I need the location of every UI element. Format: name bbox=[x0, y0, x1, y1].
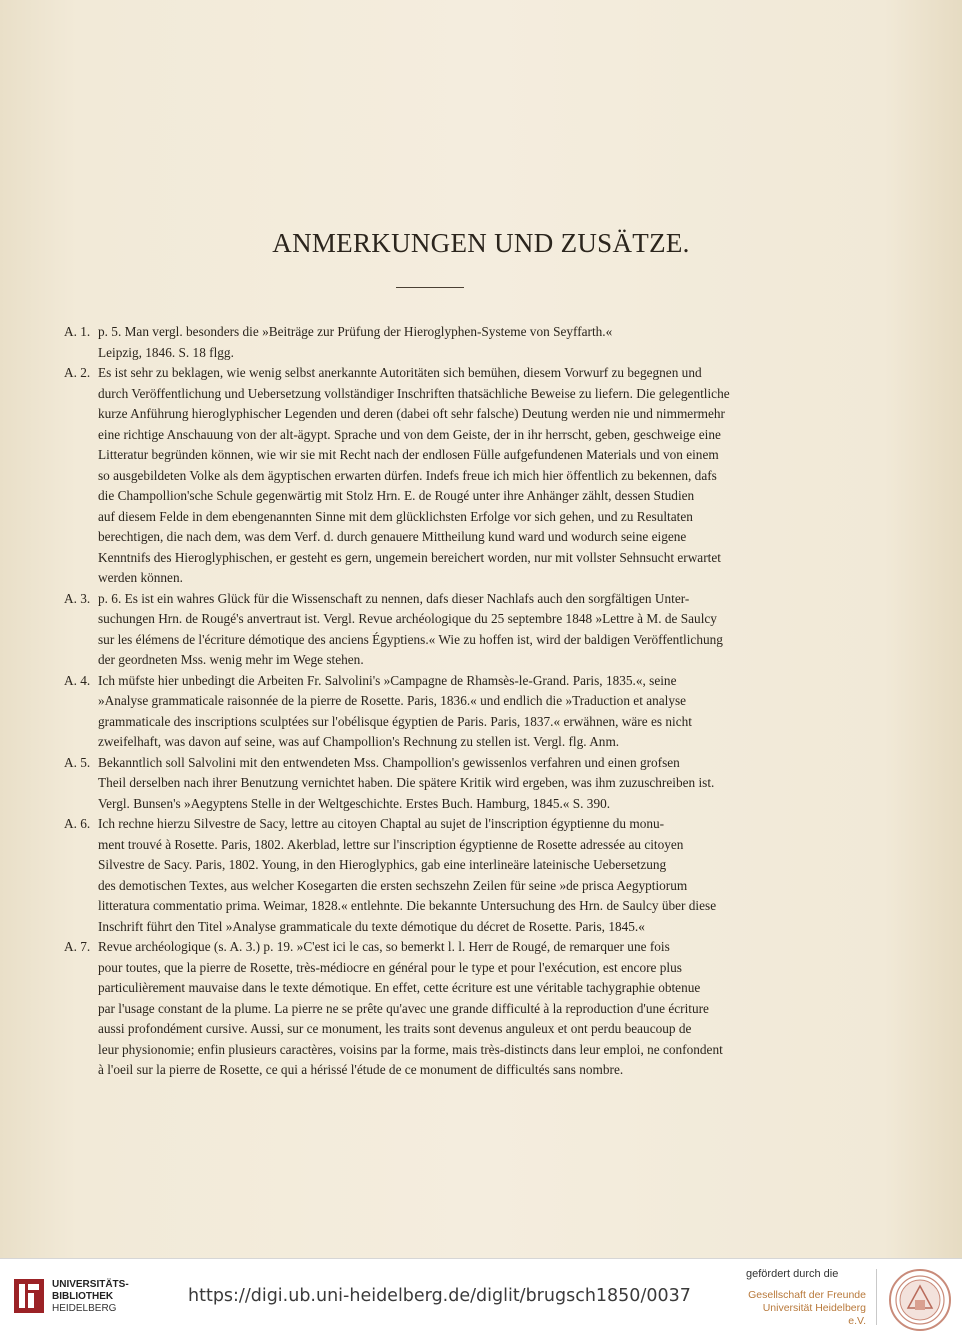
note-line: pour toutes, que la pierre de Rosette, très-médiocre en général pour le type et pour l'exécution, est encore plus bbox=[98, 959, 682, 975]
note-item bbox=[64, 937, 784, 1081]
society-name-line1: Gesellschaft der Freunde bbox=[748, 1289, 866, 1301]
note-line: Kenntnifs des Hieroglyphischen, er gesteht es gern, ungemein bereichert worden, nur mit vollster Sehnsucht erwartet bbox=[98, 549, 721, 565]
note-line: particulièrement mauvaise dans le texte démotique. En effet, cette écriture est une véritable tachygraphie obtenue bbox=[98, 980, 701, 995]
note-line: par l'usage constant de la plume. La pierre ne se prête qu'avec une grande difficulté à la reproduction d'une écriture bbox=[98, 1000, 709, 1016]
note-line: ment trouvé à Rosette. Paris, 1802. Akerblad, lettre sur l'inscription égyptienne de Rosette adressée au citoyen bbox=[98, 836, 684, 852]
footer-bar bbox=[0, 1258, 962, 1334]
footer-divider bbox=[876, 1269, 877, 1325]
note-line: Es ist sehr zu beklagen, wie wenig selbst anerkannte Autoritäten sich bemühen, diesem Vorwurf zu begegnen und bbox=[98, 365, 702, 380]
library-name-line2: BIBLIOTHEK bbox=[52, 1291, 114, 1302]
note-item bbox=[64, 322, 784, 363]
society-name-line2: Universität Heidelberg e.V. bbox=[762, 1302, 866, 1327]
note-line: grammaticale des inscriptions sculptées sur l'obélisque égyptien de Paris. Paris, 1837.« erwähnen, wäre es nicht bbox=[98, 713, 692, 729]
note-line: Theil derselben nach ihrer Benutzung vernichtet haben. Die spätere Kritik wird ergeben, was ihm zuzuschreiben ist. bbox=[98, 775, 715, 790]
page-title: ANMERKUNGEN UND ZUSÄTZE. bbox=[272, 228, 690, 258]
note-item bbox=[64, 589, 784, 671]
note-line: Litteratur begründen können, wie wir sie mit Recht nach der endlosen Fülle aufgefundenen Materials und von einem bbox=[98, 447, 719, 462]
note-item bbox=[64, 814, 784, 937]
note-line: der geordneten Mss. wenig mehr im Wege stehen. bbox=[98, 652, 364, 667]
note-label: A. 3. bbox=[64, 590, 91, 606]
note-label: A. 2. bbox=[64, 365, 91, 380]
note-line: werden können. bbox=[98, 570, 183, 585]
note-label: A. 7. bbox=[64, 939, 91, 954]
note-line: Leipzig, 1846. S. 18 flgg. bbox=[98, 344, 234, 360]
note-line: Revue archéologique (s. A. 3.) p. 19. »C'est ici le cas, so bemerkt l. l. Herr de Rougé, de remarquer une fois bbox=[98, 939, 670, 954]
note-line: »Analyse grammaticale raisonnée de la pierre de Rosette. Paris, 1836.« und endlich die »Traduction et analyse bbox=[98, 693, 687, 708]
note-line: eine richtige Anschauung von der alt-ägypt. Sprache und von dem Geiste, der in ihr herrscht, geben, geschweige eine bbox=[98, 426, 721, 442]
note-line: p. 5. Man vergl. besonders die »Beiträge zur Prüfung der Hieroglyphen-Systeme von Seyffarth.« bbox=[98, 324, 613, 339]
note-line: Silvestre de Sacy. Paris, 1802. Young, in den Hieroglyphics, gab eine interlineäre lateinische Uebersetzung bbox=[98, 857, 667, 872]
note-label: A. 5. bbox=[64, 754, 91, 770]
note-line: Vergl. Bunsen's »Aegyptens Stelle in der Weltgeschichte. Erstes Buch. Hamburg, 1845.« S. 390. bbox=[98, 795, 611, 811]
note-line: berechtigen, die nach dem, was dem Verf. d. durch genauere Mittheilung kund ward und wodurch seine eigene bbox=[98, 529, 687, 544]
title-rule bbox=[396, 287, 464, 288]
page-url-link[interactable]: https://digi.ub.uni-heidelberg.de/diglit/brugsch1850/0037 bbox=[188, 1286, 691, 1306]
note-line: Inschrift führt den Titel »Analyse grammaticale du texte démotique du décret de Rosette. Paris, 1845.« bbox=[98, 918, 645, 934]
note-line: die Champollion'sche Schule gegenwärtig mit Stolz Hrn. E. de Rougé unter ihre Anhänger zählt, dessen Studien bbox=[98, 488, 695, 503]
note-line: durch Veröffentlichung und Uebersetzung vollständiger Inschriften thatsächliche Beweise zu liefern. Die gelegentliche bbox=[98, 385, 730, 401]
note-label: A. 1. bbox=[64, 324, 91, 339]
note-item bbox=[64, 363, 784, 589]
note-line: auf diesem Felde in dem ebengenannten Sinne mit dem glücklichsten Erfolge vor sich gehen, und zu Resultaten bbox=[98, 508, 693, 524]
note-line: kurze Anführung hieroglyphischer Legenden und deren (dabei oft sehr falsche) Deutung werden nie und nimmermehr bbox=[98, 406, 725, 421]
note-label: A. 6. bbox=[64, 816, 91, 831]
library-name-line3: HEIDELBERG bbox=[52, 1303, 117, 1314]
note-line: so ausgebildeten Volke als dem ägyptischen erwarten dürfen. Indefs freue ich mich hier öffentlich zu bekennen, dafs bbox=[98, 467, 717, 483]
note-line: des demotischen Textes, aus welcher Kosegarten die ersten sechszehn Zeilen für seine »de prisca Aegyptiorum bbox=[98, 877, 688, 893]
note-item bbox=[64, 753, 784, 815]
university-seal-icon[interactable] bbox=[888, 1268, 952, 1332]
notes-list bbox=[64, 322, 784, 1081]
note-line: Bekanntlich soll Salvolini mit den entwendeten Mss. Champollion's gewissenlos verfahren und einen grofsen bbox=[98, 754, 680, 770]
note-item bbox=[64, 671, 784, 753]
note-line: sur les élémens de l'écriture démotique des anciens Égyptiens.« Wie zu hoffen ist, wird der baldigen Veröffentlichung bbox=[98, 631, 723, 647]
note-line: suchungen Hrn. de Rougé's anvertraut ist. Vergl. Revue archéologique du 25 septembre 1848 »Lettre à M. de Saulcy bbox=[98, 611, 717, 626]
note-line: aussi profondément cursive. Aussi, sur ce monument, les traits sont devenus anguleux et ont perdu beaucoup de bbox=[98, 1021, 692, 1036]
society-name[interactable] bbox=[748, 1289, 866, 1328]
note-line: à l'oeil sur la pierre de Rosette, ce qui a hérissé l'étude de ce monument de difficultés sans nombre. bbox=[98, 1062, 624, 1077]
note-line: litteratura commentatio prima. Weimar, 1828.« entlehnte. Die bekannte Untersuchung des Hrn. de Saulcy über diese bbox=[98, 898, 717, 913]
library-logo-icon[interactable] bbox=[14, 1279, 44, 1313]
note-line: Ich müfste hier unbedingt die Arbeiten Fr. Salvolini's »Campagne de Rhamsès-le-Grand. Paris, 1835.«, seine bbox=[98, 672, 677, 688]
note-line: leur physionomie; enfin plusieurs caractères, voisins par la forme, mais très-distincts dans leur emploi, ne confondent bbox=[98, 1041, 723, 1057]
note-label: A. 4. bbox=[64, 672, 91, 688]
note-line: Ich rechne hierzu Silvestre de Sacy, lettre au citoyen Chaptal au sujet de l'inscription égyptienne du monu- bbox=[98, 816, 665, 831]
note-line: p. 6. Es ist ein wahres Glück für die Wissenschaft zu nennen, dafs dieser Nachlafs auch den sorgfältigen Unter- bbox=[98, 590, 690, 606]
library-name[interactable] bbox=[52, 1279, 129, 1315]
funded-by-label: gefördert durch die bbox=[746, 1268, 839, 1280]
note-line: zweifelhaft, was davon auf seine, was auf Champollion's Rechnung zu stellen ist. Vergl. flg. Anm. bbox=[98, 734, 620, 749]
library-name-line1: UNIVERSITÄTS- bbox=[52, 1279, 129, 1290]
